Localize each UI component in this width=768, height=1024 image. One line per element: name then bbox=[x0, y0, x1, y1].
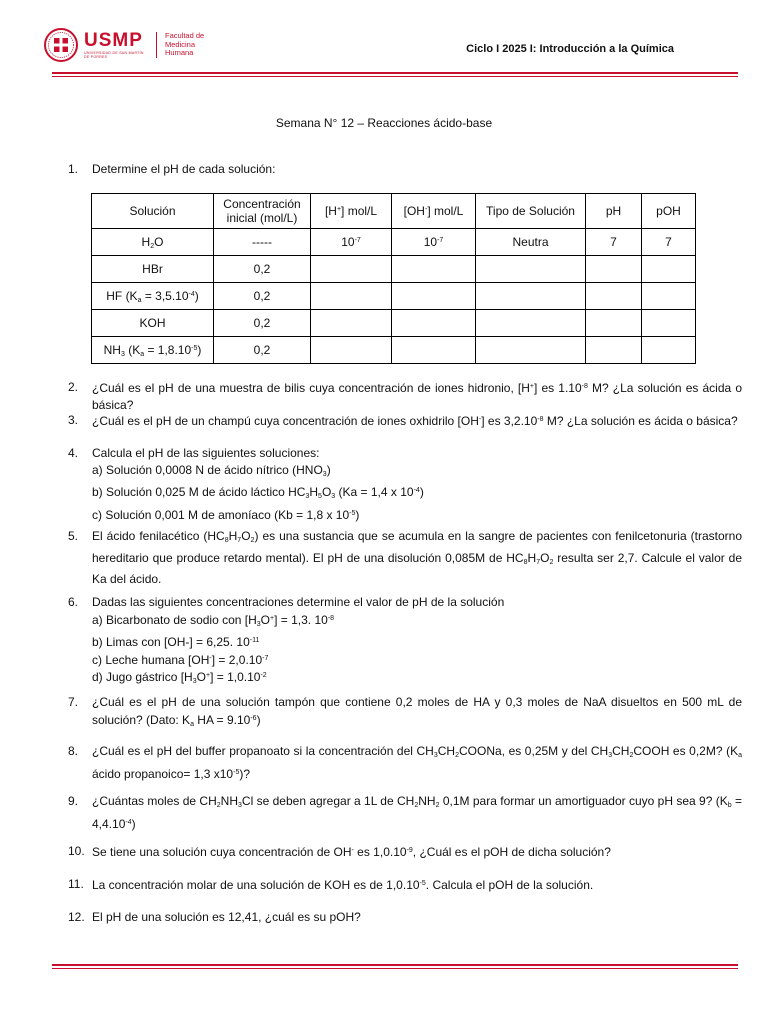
cell-oh bbox=[392, 337, 476, 364]
col-header-tipo: Tipo de Solución bbox=[476, 194, 586, 229]
cell-poh bbox=[642, 310, 696, 337]
cell-solucion: KOH bbox=[92, 310, 214, 337]
cell-oh: $10^{-7}$ bbox=[392, 229, 476, 256]
question-number: 6. bbox=[68, 595, 79, 609]
question-number: 11. bbox=[68, 877, 84, 891]
faculty-name bbox=[165, 32, 204, 58]
question-number: 3. bbox=[68, 413, 79, 427]
table-header-row bbox=[92, 194, 696, 229]
question-2 bbox=[68, 379, 742, 413]
cell-ph bbox=[586, 310, 642, 337]
question-8 bbox=[68, 743, 742, 782]
question-6 bbox=[68, 594, 742, 691]
header-rule bbox=[52, 72, 738, 74]
sub-item: d) Jugo gástrico $[H_3O^+] = 1,0.10^{-2}$ bbox=[92, 670, 267, 685]
sub-item: a) Solución 0,0008 N de ácido nítrico $(HNO_3)$ bbox=[92, 462, 331, 478]
cell-solucion: $H_2O$ bbox=[92, 229, 214, 256]
question-4 bbox=[68, 445, 742, 523]
brand-subtitle: UNIVERSIDAD DE SAN MARTÍN DE PORRES bbox=[84, 51, 144, 59]
col-header-solucion: Solución bbox=[92, 194, 214, 229]
cell-ph bbox=[586, 256, 642, 283]
usmp-crest-icon bbox=[44, 26, 78, 64]
cell-poh bbox=[642, 283, 696, 310]
cell-poh: 7 bbox=[642, 229, 696, 256]
table-row bbox=[92, 229, 696, 256]
question-7 bbox=[68, 694, 742, 733]
solutions-table bbox=[91, 193, 696, 364]
question-10 bbox=[68, 843, 742, 861]
table-row bbox=[92, 256, 696, 283]
col-header-concentracion: Concentración inicial (mol/L) bbox=[214, 194, 311, 229]
cell-concentracion: 0,2 bbox=[214, 256, 311, 283]
cell-h: $10^{-7}$ bbox=[311, 229, 392, 256]
cell-ph: 7 bbox=[586, 229, 642, 256]
question-5 bbox=[68, 528, 742, 588]
question-number: 12. bbox=[68, 910, 85, 924]
cell-ph bbox=[586, 337, 642, 364]
question-9 bbox=[68, 793, 742, 832]
question-text: ¿Cuál es el pH de una muestra de bilis cuya concentración de iones hidronio, [H+] es $1.10^{-8}$ M? ¿La solución es ácida o básica? bbox=[92, 381, 742, 412]
question-text: Dadas las siguientes concentraciones determine el valor de pH de la solución bbox=[92, 595, 505, 609]
question-text: Se tiene una solución cuya concentración de OH- es $1,0.10^{-9}$, ¿Cuál es el pOH de dicha solución? bbox=[92, 845, 611, 859]
cell-concentracion: 0,2 bbox=[214, 337, 311, 364]
cell-concentracion: 0,2 bbox=[214, 283, 311, 310]
question-text: La concentración molar de una solución de KOH es de $1,0.10^{-5}$. Calcula el pOH de la solución. bbox=[92, 878, 594, 892]
cell-tipo bbox=[476, 337, 586, 364]
question-3 bbox=[68, 412, 742, 430]
question-number: 2. bbox=[68, 380, 79, 394]
cell-tipo bbox=[476, 256, 586, 283]
sub-item: b) Solución 0,025 M de ácido láctico $HC_3H_5O_3$ (Ka = 1,4 x $10^{-4}$) bbox=[92, 485, 424, 500]
faculty-line: Facultad de bbox=[165, 31, 205, 41]
course-title: Ciclo I 2025 I: Introducción a la Química bbox=[466, 43, 674, 55]
cell-concentracion: 0,2 bbox=[214, 310, 311, 337]
faculty-line: Humana bbox=[165, 48, 194, 58]
cell-poh bbox=[642, 256, 696, 283]
col-header-poh: pOH bbox=[642, 194, 696, 229]
question-text: El ácido fenilacético $(HC_8H_7O_2)$ es una sustancia que se acumula en la sangre de pacientes con fenilcetonuria (trastorno hereditario que produce retardo mental). El pH de una disolución 0,085M de $HC_8H_7O_2$ resulta ser 2,7. Calcule el valor de Ka del ácido. bbox=[92, 529, 742, 586]
question-number: 5. bbox=[68, 529, 79, 543]
question-text: Determine el pH de cada solución: bbox=[92, 162, 276, 176]
cell-solucion: $NH_3$ $(K_a = 1,8.10^{-5})$ bbox=[92, 337, 214, 364]
cell-poh bbox=[642, 337, 696, 364]
table-row bbox=[92, 337, 696, 364]
table-row bbox=[92, 310, 696, 337]
sub-item: c) Solución 0,001 M de amoníaco (Kb = 1,8 x $10^{-5}$) bbox=[92, 507, 360, 522]
sub-item: a) Bicarbonato de sodio con $[H_3O^+] = 1,3$. $10^{-8}$ bbox=[92, 612, 335, 628]
cell-h bbox=[311, 337, 392, 364]
question-number: 1. bbox=[68, 162, 79, 176]
sub-item: c) Leche humana $[OH^-] = 2,0.10^{-7}$ bbox=[92, 652, 269, 667]
brand-block bbox=[84, 31, 148, 59]
cell-solucion: HF $(K_a = 3,5.10^{-4})$ bbox=[92, 283, 214, 310]
question-number: 7. bbox=[68, 695, 79, 709]
question-text: Calcula el pH de las siguientes soluciones: bbox=[92, 446, 320, 460]
question-number: 9. bbox=[68, 794, 79, 808]
question-text: El pH de una solución es 12,41, ¿cuál es su pOH? bbox=[92, 910, 361, 924]
question-12 bbox=[68, 909, 742, 926]
cell-concentracion: ----- bbox=[214, 229, 311, 256]
col-header-oh: [OH-] mol/L bbox=[392, 194, 476, 229]
table-row bbox=[92, 283, 696, 310]
cell-oh bbox=[392, 256, 476, 283]
question-number: 4. bbox=[68, 446, 79, 460]
question-11 bbox=[68, 876, 742, 894]
cell-h bbox=[311, 310, 392, 337]
question-text: ¿Cuál es el pH de una solución tampón que contiene 0,2 moles de HA y 0,3 moles de NaA disueltos en 500 mL de solución? (Dato: $K_a$ HA = $9.10^{-6}$) bbox=[92, 695, 742, 728]
cell-solucion: HBr bbox=[92, 256, 214, 283]
question-1 bbox=[68, 161, 742, 178]
sub-item: b) Limas con [OH-] = 6,25. $10^{-11}$ bbox=[92, 635, 260, 649]
page-header bbox=[0, 0, 768, 80]
question-text: ¿Cuál es el pH del buffer propanoato si la concentración del $CH_3CH_2COONa$, es 0,25M y del $CH_3CH_2COOH$ es 0,2M? ($K_a$ ácido propanoico= 1,3 $x10^{-5}$)? bbox=[92, 744, 742, 781]
cell-oh bbox=[392, 283, 476, 310]
cell-tipo bbox=[476, 310, 586, 337]
usmp-logo bbox=[44, 26, 204, 64]
brand-name: USMP bbox=[84, 30, 143, 51]
cell-oh bbox=[392, 310, 476, 337]
page-title: Semana N° 12 – Reacciones ácido-base bbox=[275, 116, 493, 130]
question-number: 10. bbox=[68, 844, 85, 858]
question-text: ¿Cuál es el pH de un champú cuya concentración de iones oxhidrilo [OH-] es $3,2.10^{-8}$ M? ¿La solución es ácida o básica? bbox=[92, 414, 738, 428]
footer-rule bbox=[52, 964, 738, 966]
cell-tipo: Neutra bbox=[476, 229, 586, 256]
cell-h bbox=[311, 283, 392, 310]
question-text: ¿Cuántas moles de $CH_2NH_3Cl$ se deben agregar a 1L de $CH_2NH_2$ 0,1M para formar un amortiguador cuyo pH sea 9? $(K_b = 4,4.10^{-4})$ bbox=[92, 794, 743, 831]
cell-h bbox=[311, 256, 392, 283]
question-number: 8. bbox=[68, 744, 79, 758]
faculty-line: Medicina bbox=[165, 39, 196, 49]
footer-rule bbox=[52, 968, 738, 970]
col-header-ph: pH bbox=[586, 194, 642, 229]
cell-ph bbox=[586, 283, 642, 310]
cell-tipo bbox=[476, 283, 586, 310]
logo-divider bbox=[156, 32, 157, 58]
col-header-h: [H+] mol/L bbox=[311, 194, 392, 229]
header-rule bbox=[52, 76, 738, 78]
